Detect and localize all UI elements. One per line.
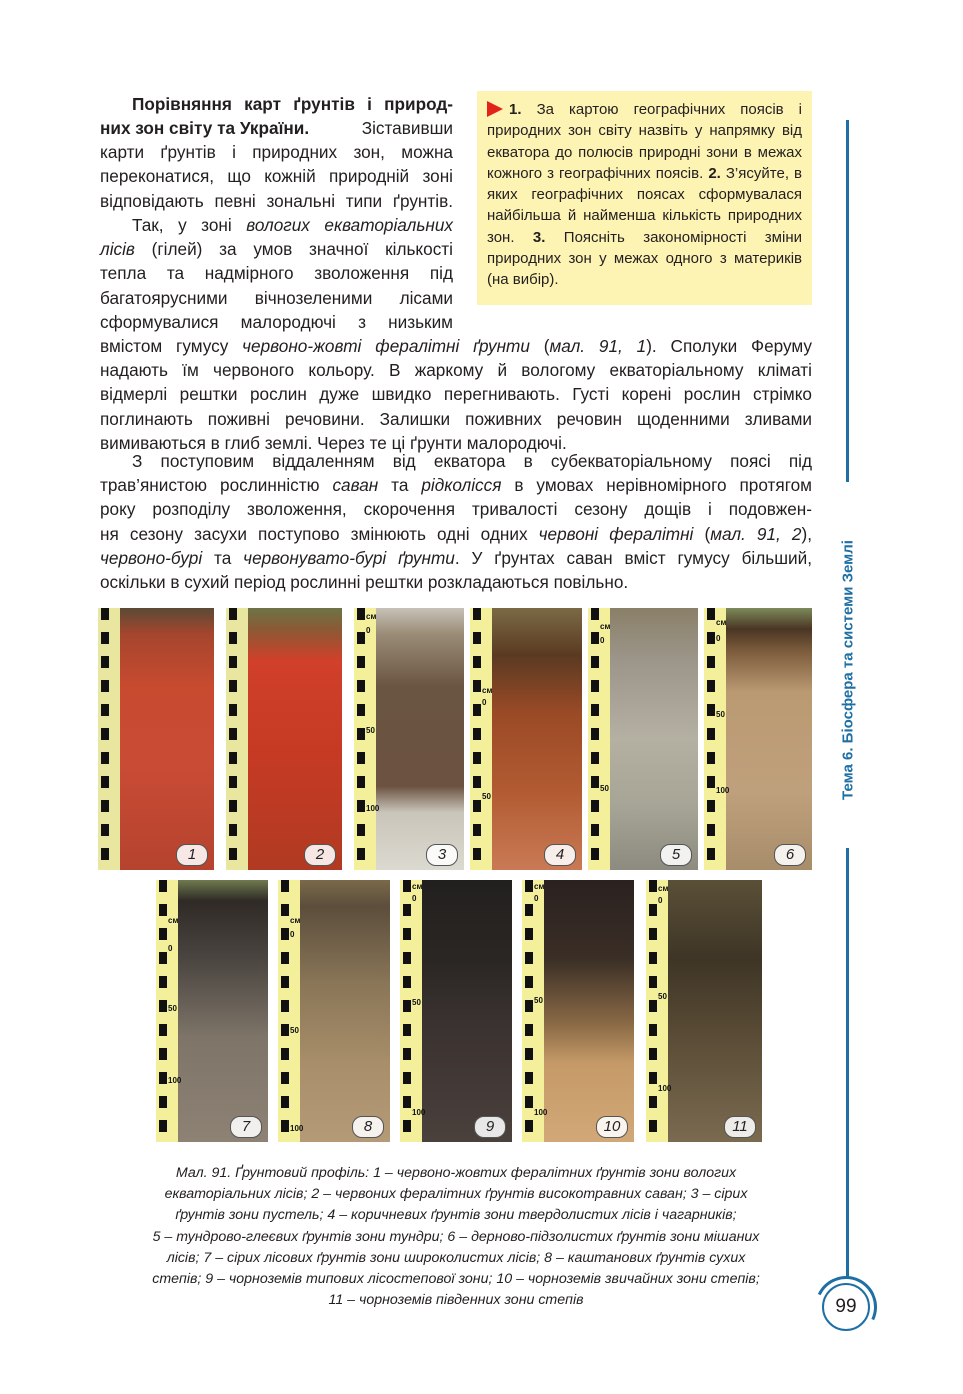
text-line: вимиваються в глиб землі. Через те ці ґрунти малородючі. — [100, 432, 567, 453]
measuring-ruler — [522, 880, 548, 1142]
paragraph-3 — [100, 449, 812, 594]
photo-number-badge: 1 — [176, 844, 208, 866]
caption-line: лісів; 7 – сірих лісових ґрунтів зони широколистих лісів; 8 – каштанових ґрунтів сухих — [166, 1249, 746, 1266]
caption-line: екваторіальних лісів; 2 – червоних фералітних ґрунтів високотравних саван; 3 – сірих — [164, 1186, 748, 1203]
text-run: та — [202, 547, 244, 568]
ruler-label: 100 — [716, 786, 730, 795]
text-run: (гілей) за умов значної кількості — [134, 239, 453, 260]
ruler-tick — [357, 632, 365, 644]
ruler-tick — [403, 1000, 411, 1012]
measuring-ruler — [588, 608, 610, 870]
ruler-tick — [229, 704, 237, 716]
ruler-label: см — [366, 612, 377, 621]
ruler-tick — [159, 904, 167, 916]
ruler-tick — [159, 1072, 167, 1084]
photo-number-badge: 5 — [660, 844, 692, 866]
soil-profile-photo — [646, 880, 762, 1142]
soil-profile-photo — [156, 880, 268, 1142]
ruler-label: см — [716, 618, 727, 627]
italic-term: червоно-жовті фералітні ґрунти — [242, 336, 530, 356]
ruler-tick — [525, 1120, 533, 1132]
ruler-tick — [281, 1096, 289, 1108]
caption-line: степів; 9 – чорноземів типових лісостепової зони; 10 – чорноземів звичайних зони степів; — [152, 1271, 760, 1288]
play-arrow-icon — [487, 101, 503, 117]
text-line: сформувалися малородючі з низьким — [100, 311, 453, 332]
ruler-tick — [403, 952, 411, 964]
question-number: 1. — [509, 101, 522, 118]
ruler-tick — [357, 752, 365, 764]
sidebar-line-top — [846, 120, 849, 482]
text-line: тепла та надмірного зволоження під — [100, 263, 453, 284]
figure-caption — [100, 1163, 812, 1311]
ruler-tick — [229, 680, 237, 692]
soil-profile-photo — [354, 608, 464, 870]
text-run: ( — [693, 523, 711, 544]
text-run: ), — [801, 523, 812, 544]
ruler-tick — [707, 776, 715, 788]
soil-profile-photo — [522, 880, 634, 1142]
ruler-tick — [473, 824, 481, 836]
ruler-tick — [591, 800, 599, 812]
ruler-tick — [281, 976, 289, 988]
intro-line-2: Зіставивши — [361, 118, 453, 138]
photo-number-badge: 10 — [596, 1116, 628, 1138]
ruler-tick — [357, 776, 365, 788]
ruler-tick — [591, 824, 599, 836]
ruler-label: 0 — [534, 894, 539, 903]
ruler-tick — [281, 1048, 289, 1060]
ruler-tick — [649, 952, 657, 964]
photo-number-badge: 11 — [724, 1116, 756, 1138]
ruler-tick — [159, 1120, 167, 1132]
ruler-tick — [525, 1048, 533, 1060]
text-run: в умовах нерівномірного протягом — [501, 475, 812, 496]
ruler-tick — [525, 1024, 533, 1036]
ruler-label: см — [412, 882, 423, 891]
measuring-ruler — [646, 880, 672, 1142]
italic-term: червоні фералітні — [538, 523, 694, 544]
text-run: Так, у зоні — [132, 215, 247, 235]
text-line: багатоярусними вічнозеленими лісами — [100, 287, 453, 308]
ruler-tick — [649, 928, 657, 940]
ruler-tick — [229, 776, 237, 788]
sidebar-line-bottom — [846, 848, 849, 1278]
ruler-tick — [591, 704, 599, 716]
ruler-tick — [473, 608, 481, 620]
soil-profile-photo — [98, 608, 214, 870]
measuring-ruler — [470, 608, 492, 870]
paragraph-2-narrow — [100, 213, 453, 334]
ruler-tick — [229, 632, 237, 644]
ruler-label: 0 — [366, 626, 371, 635]
ruler-label: 100 — [168, 1076, 182, 1085]
measuring-ruler — [226, 608, 248, 870]
ruler-tick — [281, 928, 289, 940]
sidebar-title-text: Тема 6. Біосфера та системи Землі — [839, 540, 857, 800]
ruler-tick — [357, 704, 365, 716]
ruler-tick — [525, 952, 533, 964]
ruler-tick — [707, 800, 715, 812]
ruler-tick — [403, 976, 411, 988]
intro-line-5: відповідають певні зональні типи ґрунтів. — [100, 190, 453, 211]
paragraph-2-wide — [100, 334, 812, 455]
ruler-tick — [229, 824, 237, 836]
ruler-tick — [101, 752, 109, 764]
ruler-tick — [649, 976, 657, 988]
ruler-tick — [281, 952, 289, 964]
text-run: трав’янистою рослинністю — [100, 475, 333, 496]
ruler-tick — [403, 1072, 411, 1084]
ruler-tick — [473, 800, 481, 812]
ruler-label: 0 — [600, 636, 605, 645]
ruler-tick — [707, 608, 715, 620]
ruler-tick — [707, 656, 715, 668]
measuring-ruler — [704, 608, 730, 870]
soil-profile-photo — [704, 608, 812, 870]
ruler-tick — [281, 1072, 289, 1084]
ruler-label: 100 — [534, 1108, 548, 1117]
measuring-ruler — [98, 608, 120, 870]
italic-term: саван — [332, 475, 379, 496]
ruler-tick — [281, 880, 289, 892]
figure-ref: мал. 91, 1 — [549, 336, 647, 356]
text-run: ня сезону засухи поступово змінюють одні одних — [100, 523, 539, 544]
ruler-tick — [649, 1096, 657, 1108]
measuring-ruler — [156, 880, 182, 1142]
ruler-tick — [525, 1000, 533, 1012]
ruler-tick — [707, 680, 715, 692]
italic-term: лісів — [100, 239, 135, 260]
ruler-label: 0 — [290, 930, 295, 939]
ruler-label: 100 — [412, 1108, 426, 1117]
ruler-tick — [473, 632, 481, 644]
ruler-label: 50 — [290, 1026, 299, 1035]
text-line: оскільки в сухий період рослинні рештки розкладаються повільно. — [100, 572, 629, 593]
ruler-tick — [159, 1000, 167, 1012]
ruler-tick — [403, 904, 411, 916]
ruler-tick — [101, 800, 109, 812]
ruler-label: см — [290, 916, 301, 925]
section-heading: Порівняння карт ґрунтів і природ-них зон світу та України. — [100, 94, 453, 139]
text-run: З поступовим віддаленням від екватора в субекваторіальному поясі під — [132, 451, 812, 471]
ruler-tick — [403, 880, 411, 892]
ruler-tick — [591, 728, 599, 740]
photo-number-badge: 3 — [426, 844, 458, 866]
ruler-label: 50 — [658, 992, 667, 1001]
question-number: 3. — [532, 228, 546, 246]
ruler-tick — [229, 608, 237, 620]
ruler-tick — [403, 1096, 411, 1108]
ruler-label: см — [534, 882, 545, 891]
ruler-tick — [403, 928, 411, 940]
photo-number-badge: 9 — [474, 1116, 506, 1138]
ruler-label: 0 — [168, 944, 173, 953]
intro-lines — [100, 116, 453, 213]
measuring-ruler — [278, 880, 304, 1142]
ruler-tick — [591, 632, 599, 644]
ruler-label: 50 — [482, 792, 491, 801]
ruler-tick — [281, 1000, 289, 1012]
ruler-tick — [525, 976, 533, 988]
ruler-tick — [281, 1120, 289, 1132]
ruler-tick — [649, 880, 657, 892]
ruler-label: 0 — [658, 896, 663, 905]
text-line: відмерлі рештки рослин дуже швидко перегнивають. Густі корені рослин стрімко — [100, 384, 812, 405]
ruler-tick — [101, 848, 109, 860]
ruler-tick — [525, 1096, 533, 1108]
photo-number-badge: 7 — [230, 1116, 262, 1138]
ruler-tick — [591, 752, 599, 764]
ruler-tick — [101, 656, 109, 668]
ruler-label: 50 — [412, 998, 421, 1007]
ruler-tick — [229, 728, 237, 740]
ruler-tick — [357, 656, 365, 668]
ruler-tick — [101, 680, 109, 692]
ruler-tick — [591, 848, 599, 860]
text-line: року розподілу зволоження, скорочення тривалості сезону дощів і подовжен- — [100, 499, 812, 520]
ruler-tick — [159, 1048, 167, 1060]
ruler-tick — [649, 904, 657, 916]
ruler-label: см — [600, 622, 611, 631]
ruler-tick — [159, 880, 167, 892]
text-run: вмістом гумусу — [100, 336, 243, 356]
ruler-tick — [357, 680, 365, 692]
italic-term: рідколісся — [421, 475, 502, 496]
ruler-tick — [649, 1072, 657, 1084]
ruler-tick — [159, 976, 167, 988]
caption-line: Мал. 91. Ґрунтовий профіль: 1 – червоно-жовтих фералітних ґрунтів зони вологих — [175, 1165, 737, 1181]
ruler-tick — [525, 880, 533, 892]
ruler-tick — [159, 952, 167, 964]
soil-profile-photo — [278, 880, 390, 1142]
ruler-tick — [591, 776, 599, 788]
ruler-label: 0 — [482, 698, 487, 707]
ruler-tick — [473, 704, 481, 716]
caption-line: 5 – тундрово-глеєвих ґрунтів зони тундри; 6 – дерново-підзолистих ґрунтів зони мішаних — [152, 1228, 760, 1245]
ruler-tick — [357, 800, 365, 812]
ruler-tick — [649, 1000, 657, 1012]
question-text: З’ясуйте, в яких географічних поясах сформувалася найбільша й найменша кількість природних зон. — [487, 164, 802, 246]
ruler-tick — [357, 824, 365, 836]
ruler-tick — [649, 1048, 657, 1060]
question-number: 2. — [708, 164, 721, 182]
ruler-label: см — [658, 884, 669, 893]
caption-line: 11 – чорноземів південних зони степів — [328, 1292, 584, 1309]
ruler-tick — [403, 1120, 411, 1132]
photo-number-badge: 2 — [304, 844, 336, 866]
ruler-label: 0 — [412, 894, 417, 903]
photo-number-badge: 6 — [774, 844, 806, 866]
ruler-tick — [473, 752, 481, 764]
text-run: ). Сполуки Феруму — [646, 336, 812, 356]
ruler-label: см — [168, 916, 179, 925]
ruler-label: 100 — [658, 1084, 672, 1093]
ruler-tick — [159, 928, 167, 940]
sidebar-title — [835, 530, 861, 810]
italic-term: червоно-бурі — [100, 547, 203, 568]
ruler-tick — [707, 752, 715, 764]
text-run: та — [378, 475, 422, 496]
ruler-tick — [229, 752, 237, 764]
intro-line-3: карти ґрунтів і природних зон, можна — [100, 142, 453, 163]
text-line: поглинають поживні речовини. Залишки поживних речовин щоденними зливами — [100, 408, 812, 429]
photo-number-badge: 4 — [544, 844, 576, 866]
measuring-ruler — [400, 880, 426, 1142]
photo-number-badge: 8 — [352, 1116, 384, 1138]
ruler-tick — [649, 1024, 657, 1036]
ruler-label: см — [482, 686, 493, 695]
question-text: Поясніть закономірності зміни природних зон у межах одного з материків (на вибір). — [487, 228, 802, 289]
ruler-tick — [525, 928, 533, 940]
soil-profile-photo — [226, 608, 342, 870]
soil-profile-photo — [588, 608, 698, 870]
measuring-ruler — [354, 608, 380, 870]
ruler-tick — [357, 608, 365, 620]
ruler-tick — [101, 704, 109, 716]
italic-term: вологих екваторіальних — [246, 215, 454, 235]
ruler-tick — [525, 904, 533, 916]
ruler-tick — [101, 776, 109, 788]
ruler-tick — [473, 776, 481, 788]
ruler-tick — [101, 728, 109, 740]
ruler-label: 100 — [366, 804, 380, 813]
ruler-tick — [707, 704, 715, 716]
page-number: 99 — [822, 1283, 870, 1331]
ruler-label: 100 — [290, 1124, 304, 1133]
ruler-tick — [707, 728, 715, 740]
ruler-tick — [281, 1024, 289, 1036]
ruler-tick — [473, 656, 481, 668]
ruler-tick — [101, 608, 109, 620]
ruler-label: 50 — [600, 784, 609, 793]
ruler-tick — [159, 1024, 167, 1036]
ruler-tick — [229, 848, 237, 860]
ruler-tick — [473, 848, 481, 860]
ruler-label: 50 — [716, 710, 725, 719]
ruler-label: 50 — [534, 996, 543, 1005]
ruler-tick — [229, 800, 237, 812]
figure-ref: мал. 91, 2 — [710, 523, 802, 544]
ruler-tick — [707, 632, 715, 644]
soil-profile-photo — [400, 880, 512, 1142]
question-text: За картою географічних поясів і природних зон світу назвіть у напрямку від екватора до полюсів природні зони в межах кожного з географічних поясів. — [487, 101, 803, 182]
ruler-tick — [649, 1120, 657, 1132]
ruler-tick — [281, 904, 289, 916]
caption-line: ґрунтів зони пустель; 4 – коричневих ґрунтів зони твердолистих лісів і чагарників; — [175, 1207, 737, 1224]
ruler-tick — [473, 680, 481, 692]
ruler-tick — [707, 848, 715, 860]
text-line: надають їм червоного кольору. В жаркому й вологому екваторіальному кліматі — [100, 360, 812, 381]
ruler-tick — [591, 608, 599, 620]
intro-line-4: переконатися, що кожній природній зоні — [100, 166, 453, 187]
ruler-tick — [707, 824, 715, 836]
ruler-tick — [403, 1024, 411, 1036]
italic-term: червонувато-бурі ґрунти — [243, 547, 455, 568]
ruler-tick — [525, 1072, 533, 1084]
questions-box — [477, 91, 812, 305]
ruler-tick — [357, 848, 365, 860]
text-run: ( — [529, 336, 550, 356]
ruler-tick — [403, 1048, 411, 1060]
ruler-tick — [101, 824, 109, 836]
ruler-tick — [473, 728, 481, 740]
ruler-label: 50 — [168, 1004, 177, 1013]
text-run: . У ґрунтах саван вміст гумусу більший, — [454, 547, 813, 568]
soil-profile-photo — [470, 608, 582, 870]
ruler-tick — [159, 1096, 167, 1108]
ruler-tick — [357, 728, 365, 740]
ruler-tick — [229, 656, 237, 668]
ruler-tick — [591, 656, 599, 668]
ruler-label: 50 — [366, 726, 375, 735]
ruler-tick — [101, 632, 109, 644]
ruler-label: 0 — [716, 634, 721, 643]
ruler-tick — [591, 680, 599, 692]
